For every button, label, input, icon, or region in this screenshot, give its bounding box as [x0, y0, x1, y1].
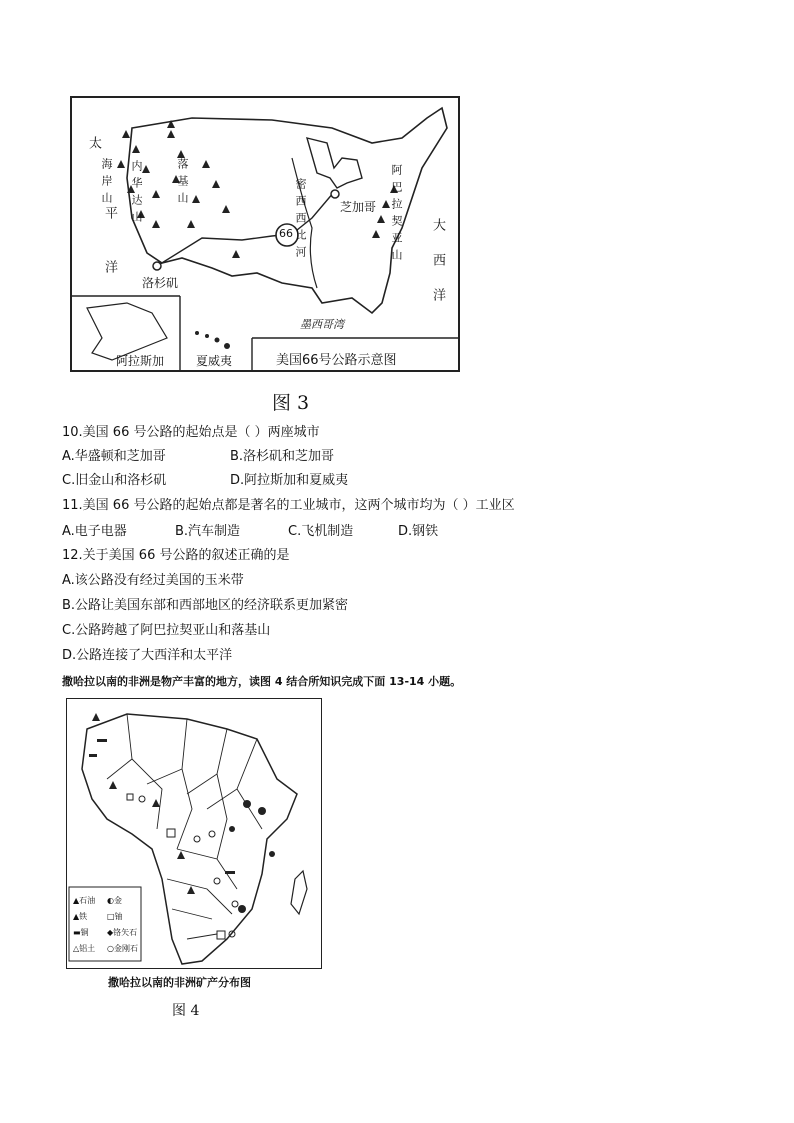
label-appalachian: 阿巴拉契亚山 [390, 164, 403, 266]
legend-copper: ▬铜 [73, 928, 89, 937]
question-12-option-d[interactable]: D.公路连接了大西洋和太平洋 [62, 648, 233, 663]
question-11-option-b[interactable]: B.汽车制造 [175, 524, 241, 539]
legend-uranium: □铀 [107, 912, 123, 921]
question-10-stem: 10.美国 66 号公路的起始点是（ ）两座城市 [62, 425, 320, 440]
question-11-option-c[interactable]: C.飞机制造 [288, 524, 354, 539]
question-11-stem: 11.美国 66 号公路的起始点都是著名的工业城市，这两个城市均为（ ）工业区 [62, 498, 515, 513]
question-11-option-a[interactable]: A.电子电器 [62, 524, 127, 539]
label-route-66: 66 [279, 227, 293, 240]
label-coast-range: 海岸山 [100, 158, 113, 209]
question-10-option-d[interactable]: D.阿拉斯加和夏威夷 [230, 473, 349, 488]
label-los-angeles: 洛杉矶 [142, 276, 179, 290]
label-mississippi: 密西西比河 [294, 178, 307, 263]
label-sierra-nevada: 内华达山 [130, 160, 143, 228]
question-12-stem: 12.关于美国 66 号公路的叙述正确的是 [62, 548, 290, 563]
question-10-option-b[interactable]: B.洛杉矶和芝加哥 [230, 449, 335, 464]
question-11-option-d[interactable]: D.钢铁 [398, 524, 439, 539]
section-intro: 撒哈拉以南的非洲是物产丰富的地方，读图 4 结合所知识完成下面 13-14 小题。 [62, 675, 462, 688]
label-rocky-mountains: 落基山 [176, 158, 189, 209]
label-gulf-of-mexico: 墨西哥湾 [300, 318, 344, 331]
label-atlantic: 大西洋 [430, 218, 445, 323]
figure-3-caption: 图 3 [272, 392, 310, 414]
label-chicago: 芝加哥 [340, 200, 377, 214]
figure-3-map [70, 96, 460, 372]
los-angeles-marker [153, 262, 161, 270]
figure-4-map-title: 撒哈拉以南的非洲矿产分布图 [108, 976, 251, 989]
legend-chromite: ◆铬矢石 [107, 928, 138, 937]
label-pacific-3: 洋 [102, 260, 117, 279]
label-hawaii: 夏威夷 [196, 354, 233, 368]
legend-bauxite: △铝土 [73, 944, 96, 953]
label-pacific-1: 太 [86, 136, 101, 155]
figure-4-caption: 图 4 [172, 1003, 200, 1019]
question-10-option-a[interactable]: A.华盛顿和芝加哥 [62, 449, 166, 464]
legend-iron: ▲铁 [73, 912, 88, 921]
legend-oil: ▲石油 [73, 896, 96, 905]
chicago-marker [331, 190, 339, 198]
madagascar [291, 871, 307, 914]
question-12-option-b[interactable]: B.公路让美国东部和西部地区的经济联系更加紧密 [62, 598, 349, 613]
legend-gold: ◐金 [107, 896, 122, 905]
figure-4-map [66, 698, 322, 969]
hawaii-islands [195, 331, 230, 349]
africa-map-drawing [67, 699, 320, 967]
label-pacific-2: 平 [102, 206, 117, 225]
label-alaska: 阿拉斯加 [116, 354, 165, 368]
map-title-us: 美国66号公路示意图 [276, 353, 397, 368]
question-10-option-c[interactable]: C.旧金山和洛杉矶 [62, 473, 167, 488]
legend-diamond: ○金刚石 [107, 944, 138, 953]
question-12-option-c[interactable]: C.公路跨越了阿巴拉契亚山和落基山 [62, 623, 271, 638]
question-12-option-a[interactable]: A.该公路没有经过美国的玉米带 [62, 573, 244, 588]
